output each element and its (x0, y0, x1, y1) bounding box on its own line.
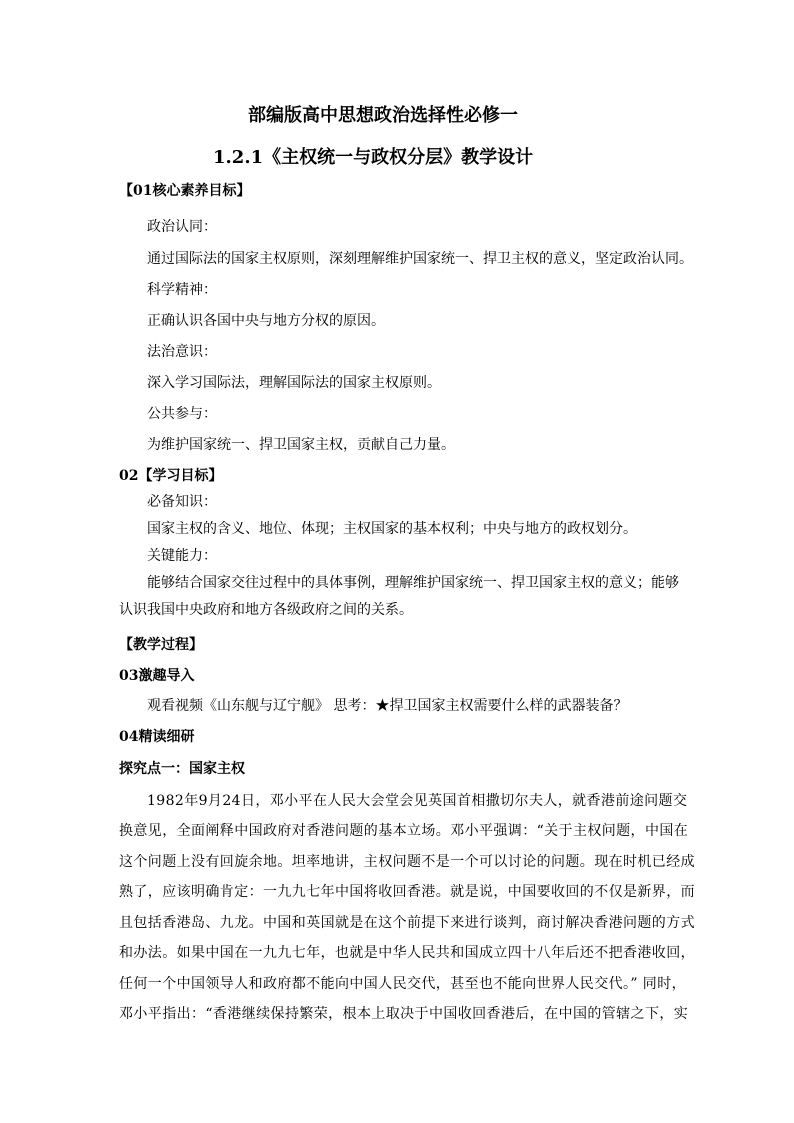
section-heading-teaching-process: 【教学过程】 (119, 637, 203, 653)
heading-explore-point-one: 探究点一：国家主权 (119, 761, 245, 777)
paragraph-line-6: 和办法。如果中国在一九九七年，也就是中华人民共和国成立四十八年后还不把香港收回， (119, 945, 695, 961)
goal-label-rule-of-law: 法治意识： (147, 344, 217, 360)
label-key-abilities: 关键能力： (147, 548, 217, 564)
goal-label-political-identity: 政治认同： (147, 219, 217, 235)
label-essential-knowledge: 必备知识： (147, 494, 217, 510)
paragraph-line-5: 且包括香港岛、九龙。中国和英国就是在这个前提下来进行谈判，商讨解决香港问题的方式 (119, 915, 695, 931)
paragraph-line-2: 换意见，全面阐释中国政府对香港问题的基本立场。邓小平强调：“关于主权问题，中国在 (119, 823, 689, 839)
document-title: 部编版高中思想政治选择性必修一 (248, 105, 518, 126)
paragraph-line-7: 任何一个中国领导人和政府都不能向中国人民交代，甚至也不能向世界人民交代。” 同时， (119, 976, 687, 992)
goal-text-scientific-spirit: 正确认识各国中央与地方分权的原因。 (147, 313, 385, 329)
goal-text-public-participation: 为维护国家统一、捍卫国家主权，贡献自己力量。 (147, 437, 455, 453)
text-intro: 观看视频《山东舰与辽宁舰》 思考：★捍卫国家主权需要什么样的武器装备？ (147, 698, 628, 714)
goal-text-rule-of-law: 深入学习国际法，理解国际法的国家主权原则。 (147, 375, 441, 391)
paragraph-line-8: 邓小平指出：“香港继续保持繁荣，根本上取决于中国收回香港后，在中国的管辖之下，实 (119, 1006, 689, 1022)
text-key-abilities-line2: 认识我国中央政府和地方各级政府之间的关系。 (119, 602, 413, 618)
paragraph-line-4: 熟了，应该明确肯定：一九九七年中国将收回香港。就是说，中国要收回的不仅是新界，而 (119, 884, 695, 900)
goal-label-scientific-spirit: 科学精神： (147, 282, 217, 298)
paragraph-line-1: 1982年9月24日，邓小平在人民大会堂会见英国首相撒切尔夫人，就香港前途问题交 (147, 793, 688, 809)
paragraph-line-3: 这个问题上没有回旋余地。坦率地讲，主权问题不是一个可以讨论的问题。现在时机已经成 (119, 854, 695, 870)
text-key-abilities-line1: 能够结合国家交往过程中的具体事例，理解维护国家统一、捍卫国家主权的意义；能够 (147, 575, 679, 591)
goal-text-political-identity: 通过国际法的国家主权原则，深刻理解维护国家统一、捍卫主权的意义，坚定政治认同。 (147, 251, 693, 267)
text-essential-knowledge: 国家主权的含义、地位、体现；主权国家的基本权利；中央与地方的政权划分。 (147, 521, 637, 537)
document-subtitle: 1.2.1《主权统一与政权分层》教学设计 (213, 147, 534, 168)
section-heading-core-literacy: 【01核心素养目标】 (119, 183, 251, 199)
heading-intro: 03激趣导入 (119, 668, 195, 684)
section-heading-learning-goals: 02【学习目标】 (119, 468, 223, 484)
goal-label-public-participation: 公共参与： (147, 406, 217, 422)
heading-close-reading: 04精读细研 (119, 729, 195, 745)
